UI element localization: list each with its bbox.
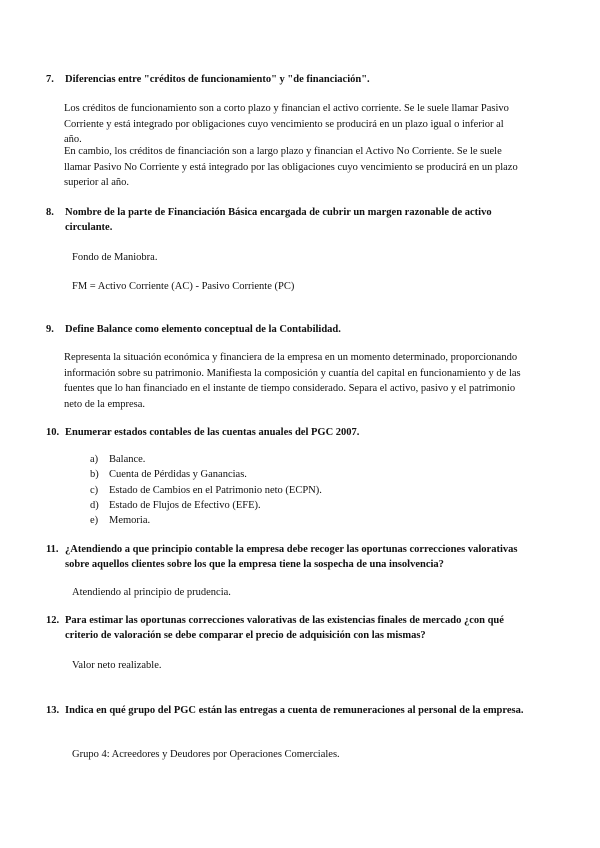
list-item-text: Estado de Flujos de Efectivo (EFE). [109, 499, 261, 511]
list-item-text: Cuenta de Pérdidas y Ganancias. [109, 469, 247, 481]
question-number: 7. [46, 74, 54, 85]
list-item [90, 467, 322, 482]
question-title: Define Balance como elemento conceptual de la Contabilidad. [65, 324, 341, 335]
answer-text: Valor neto realizable. [72, 660, 162, 671]
formula-text: FM = Activo Corriente (AC) - Pasivo Corriente (PC) [72, 281, 295, 292]
question-7-heading [46, 72, 526, 87]
question-12-heading [46, 613, 526, 643]
list-item [90, 498, 322, 513]
question-10-heading [46, 425, 526, 440]
answer-paragraph: Representa la situación económica y financiera de la empresa en un momento determinado, proporcionando información sobre su patrimonio. Manifiesta la composición y cuantía del capital en funcionamiento y de las fuentes que lo han financiado en el instante de tiempo considerado. Separa el activo, pasivo y el patrimonio neto de la empresa. [64, 352, 521, 410]
question-number: 8. [46, 207, 54, 218]
question-9-heading [46, 322, 526, 337]
question-13-heading [46, 703, 526, 718]
question-title: Indica en qué grupo del PGC están las entregas a cuenta de remuneraciones al personal de la empresa. [65, 705, 524, 716]
list-item-letter: a) [90, 454, 99, 465]
list-item [90, 483, 322, 498]
list-item [90, 513, 322, 528]
question-title: Para estimar las oportunas correcciones valorativas de las existencias finales de mercado ¿con qué criterio de valoración se debe comparar el precio de adquisición con las mismas? [65, 615, 504, 641]
answer-paragraph: En cambio, los créditos de financiación son a largo plazo y financian el Activo No Corriente. Se le suele llamar Pasivo No Corriente y está integrado por las obligaciones cuyo vencimiento se producirá en un plazo superior al año. [64, 146, 518, 188]
answer-text: Atendiendo al principio de prudencia. [72, 587, 231, 598]
answer-text: Grupo 4: Acreedores y Deudores por Operaciones Comerciales. [72, 749, 340, 760]
financial-statements-list [90, 452, 322, 528]
question-number: 13. [46, 705, 60, 716]
question-8-heading [46, 205, 526, 235]
list-item-text: Estado de Cambios en el Patrimonio neto (ECPN). [109, 484, 322, 496]
question-title: Enumerar estados contables de las cuentas anuales del PGC 2007. [65, 427, 360, 438]
question-number: 10. [46, 427, 60, 438]
question-11-heading [46, 542, 526, 572]
list-item-letter: b) [90, 469, 99, 481]
question-title: Nombre de la parte de Financiación Básica encargada de cubrir un margen razonable de activo circulante. [65, 207, 492, 233]
question-title: ¿Atendiendo a que principio contable la empresa debe recoger las oportunas correcciones valorativas sobre aquellos clientes sobre los que la empresa tiene la sospecha de una insolvencia? [65, 544, 518, 570]
question-number: 11. [46, 544, 59, 555]
list-item [90, 452, 322, 467]
list-item-text: Memoria. [109, 515, 151, 527]
answer-text: Fondo de Maniobra. [72, 252, 158, 263]
answer-paragraph: Los créditos de funcionamiento son a corto plazo y financian el activo corriente. Se le suele llamar Pasivo Corriente y está integrado por obligaciones cuyo vencimiento se producirá en un plazo igual o inferior al año. [64, 103, 509, 145]
question-title: Diferencias entre "créditos de funcionamiento" y "de financiación". [65, 74, 370, 85]
list-item-letter: e) [90, 515, 99, 527]
list-item-letter: c) [90, 484, 99, 496]
list-item-letter: d) [90, 499, 99, 511]
question-number: 12. [46, 615, 60, 626]
list-item-text: Balance. [109, 454, 146, 465]
question-number: 9. [46, 324, 54, 335]
